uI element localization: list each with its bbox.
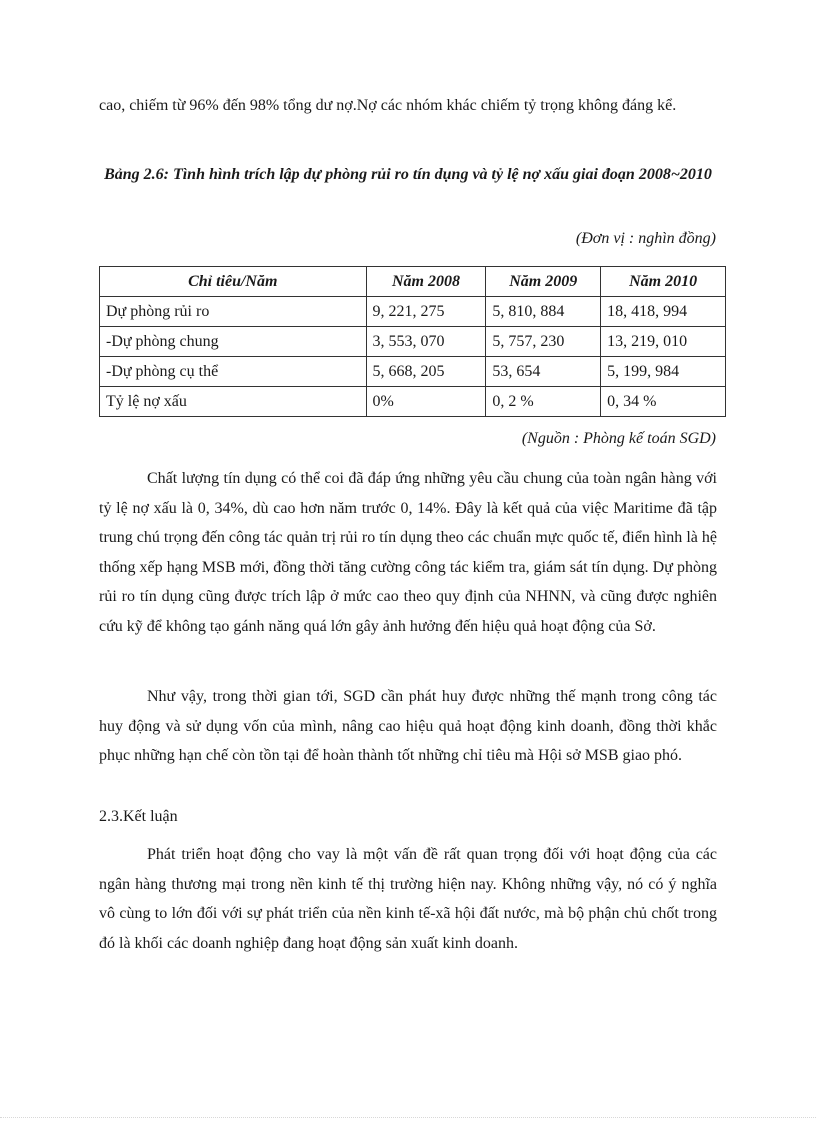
table-cell: 5, 810, 884 xyxy=(486,297,601,327)
table-cell: 0, 2 % xyxy=(486,387,601,417)
provision-table xyxy=(99,266,726,417)
header-2010: Năm 2010 xyxy=(601,267,726,297)
header-indicator: Chỉ tiêu/Năm xyxy=(100,267,367,297)
section-heading: 2.3.Kết luận xyxy=(99,808,178,825)
table-row xyxy=(100,357,726,387)
header-2008: Năm 2008 xyxy=(366,267,486,297)
table-cell: 13, 219, 010 xyxy=(601,327,726,357)
paragraph-outlook: Như vậy, trong thời gian tới, SGD cần phát huy được những thế mạnh trong công tác huy động và sử dụng vốn của mình, nâng cao hiệu quả hoạt động kinh doanh, đồng thời khắc phục những hạn chế còn tồn tại để hoàn thành tốt những chỉ tiêu mà Hội sở MSB giao phó. xyxy=(99,688,717,764)
intro-paragraph: cao, chiếm từ 96% đến 98% tổng dư nợ.Nợ các nhóm khác chiếm tỷ trọng không đáng kể. xyxy=(99,97,677,114)
table-cell: 18, 418, 994 xyxy=(601,297,726,327)
table-cell: Dự phòng rủi ro xyxy=(100,297,367,327)
table-row xyxy=(100,327,726,357)
table-row xyxy=(100,387,726,417)
table-cell: -Dự phòng chung xyxy=(100,327,367,357)
table-cell: 5, 757, 230 xyxy=(486,327,601,357)
table-cell: -Dự phòng cụ thể xyxy=(100,357,367,387)
table-cell: 3, 553, 070 xyxy=(366,327,486,357)
paragraph-conclusion: Phát triển hoạt động cho vay là một vấn đề rất quan trọng đối với hoạt động của các ngân hàng thương mại trong nền kinh tế thị trường hiện nay. Không những vậy, nó có ý nghĩa vô cùng to lớn đối với sự phát triển của nền kinh tế-xã hội đất nước, mà bộ phận chủ chốt trong đó là khối các doanh nghiệp đang hoạt động sản xuất kinh doanh. xyxy=(99,846,717,952)
table-header-row xyxy=(100,267,726,297)
table-cell: 5, 199, 984 xyxy=(601,357,726,387)
paragraph-credit-quality: Chất lượng tín dụng có thể coi đã đáp ứng những yêu cầu chung của toàn ngân hàng với tỷ lệ nợ xấu là 0, 34%, dù cao hơn năm trước 0, 14%. Đây là kết quả của việc Maritime đã tập trung chú trọng đến công tác quản trị rủi ro tín dụng theo các chuẩn mực quốc tế, điển hình là hệ thống xếp hạng MSB mới, đồng thời tăng cường công tác kiểm tra, giám sát tín dụng. Dự phòng rủi ro tín dụng cũng được trích lập ở mức cao theo quy định của NHNN, và cũng được nghiên cứu kỹ để không tạo gánh năng quá lớn gây ảnh hưởng đến hiệu quả hoạt động của Sở. xyxy=(99,470,717,635)
table-cell: 0, 34 % xyxy=(601,387,726,417)
table-unit: (Đơn vị : nghìn đồng) xyxy=(575,230,716,247)
table-cell: 53, 654 xyxy=(486,357,601,387)
table-source: (Nguồn : Phòng kế toán SGD) xyxy=(521,430,716,447)
table-caption: Bảng 2.6: Tình hình trích lập dự phòng rủi ro tín dụng và tỷ lệ nợ xấu giai đoạn 2008~2010 xyxy=(104,166,712,183)
table-cell: 0% xyxy=(366,387,486,417)
table-row xyxy=(100,297,726,327)
header-2009: Năm 2009 xyxy=(486,267,601,297)
table-cell: Tỷ lệ nợ xấu xyxy=(100,387,367,417)
table-cell: 5, 668, 205 xyxy=(366,357,486,387)
table-cell: 9, 221, 275 xyxy=(366,297,486,327)
page-bottom-divider xyxy=(0,1117,816,1118)
